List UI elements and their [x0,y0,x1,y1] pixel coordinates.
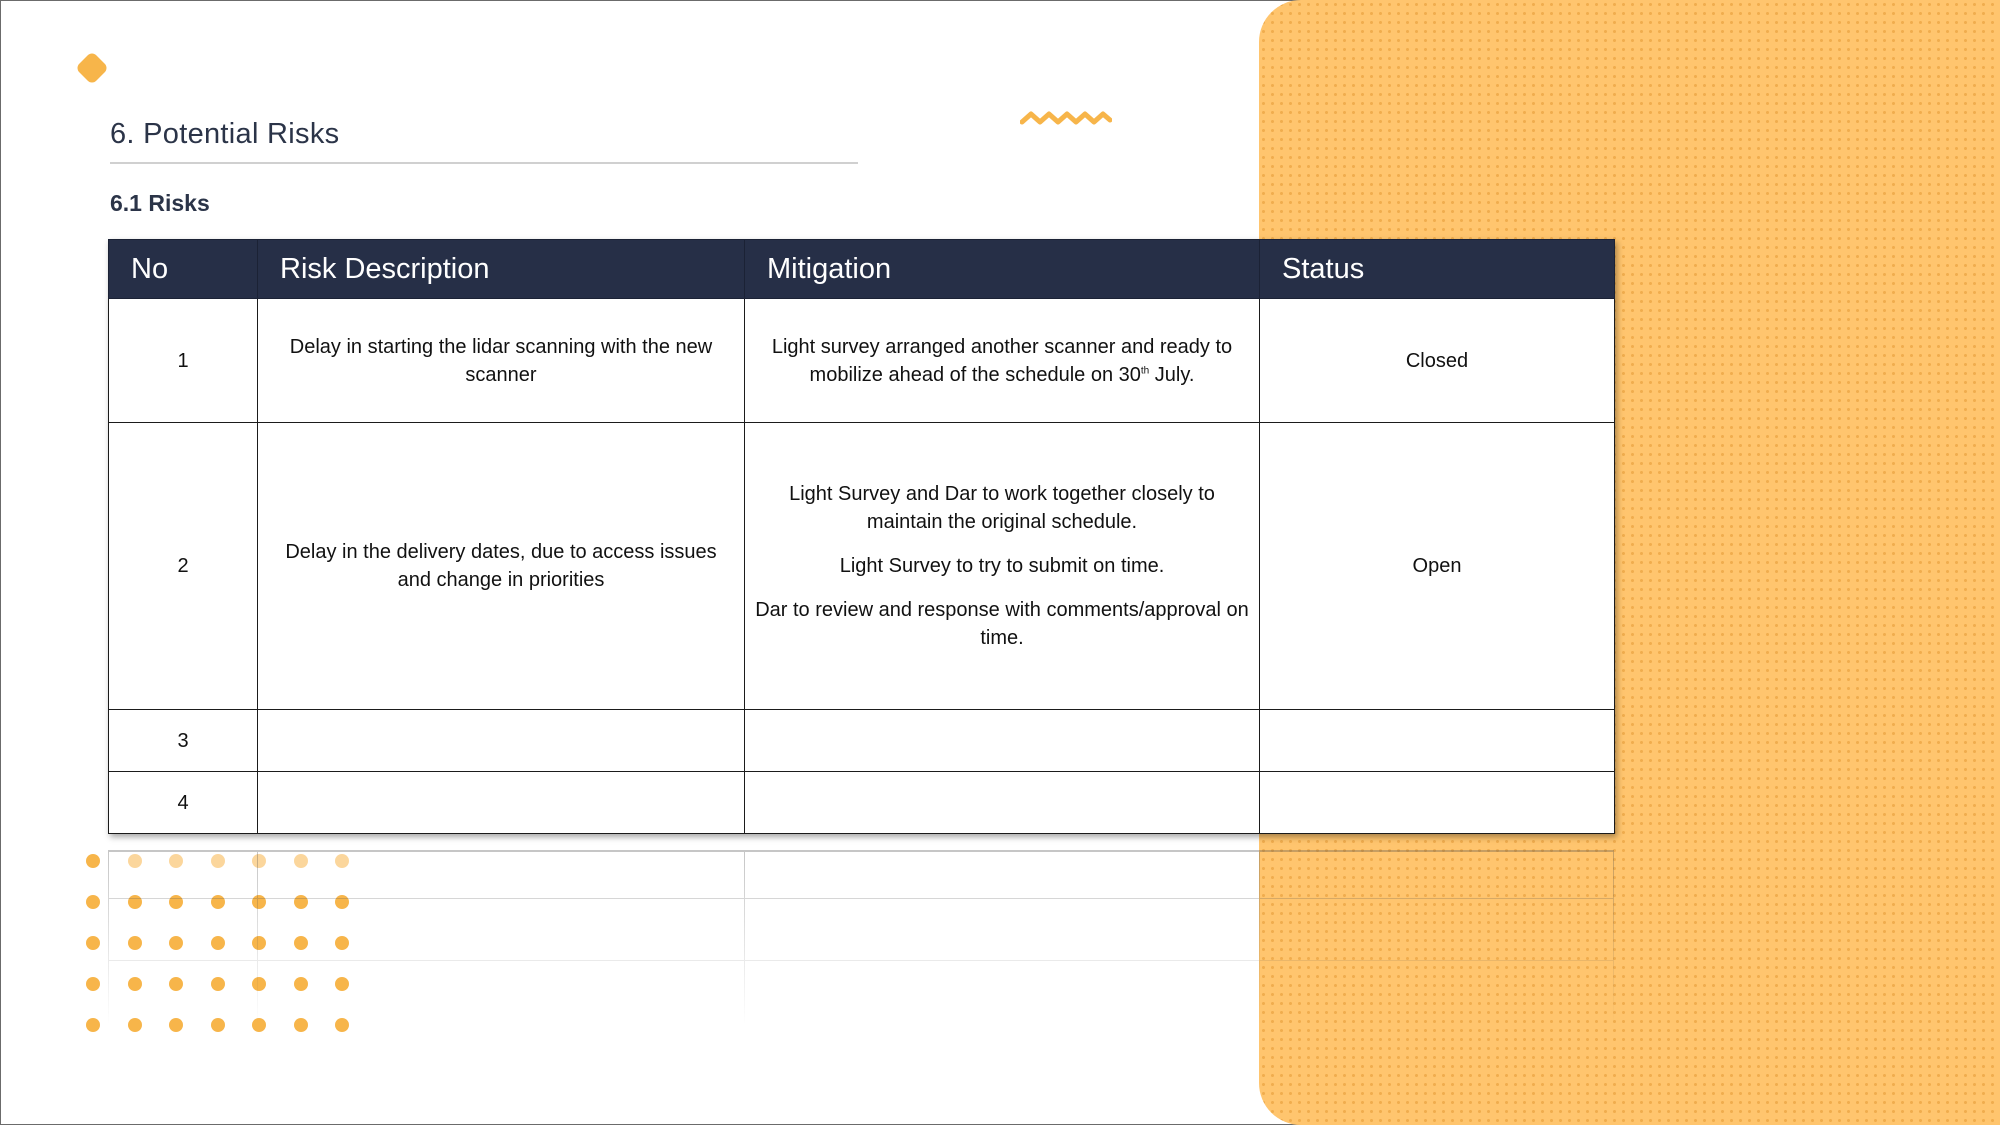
row-number: 1 [109,299,258,423]
table-reflection [108,850,1614,1025]
title-underline [110,162,858,164]
header-risk-description: Risk Description [258,240,745,299]
decor-dot [86,1018,100,1032]
row-number: 4 [109,772,258,834]
risk-description-cell: Delay in starting the lidar scanning with the new scanner [258,299,745,423]
status-cell [1260,772,1615,834]
table-row [109,299,1615,423]
row-number: 2 [109,423,258,710]
risk-description-cell: Delay in the delivery dates, due to access issues and change in priorities [258,423,745,710]
row-number: 3 [109,710,258,772]
header-no: No [109,240,258,299]
table-row [109,423,1615,710]
table-row [109,710,1615,772]
mitigation-text: Light survey arranged another scanner and ready to mobilize ahead of the schedule on 30 [771,335,1233,386]
decor-dot [86,936,100,950]
decor-dot [86,895,100,909]
header-status: Status [1260,240,1615,299]
page-title: 6. Potential Risks [110,118,340,150]
mitigation-paragraph: Dar to review and response with comments/approval on time. [755,599,1249,649]
mitigation-paragraph: Light Survey and Dar to work together closely to maintain the original schedule. [789,483,1215,533]
risk-description-cell [258,772,745,834]
status-cell [1260,710,1615,772]
risk-description-cell [258,710,745,772]
mitigation-cell [745,423,1260,710]
header-mitigation: Mitigation [745,240,1260,299]
status-cell: Closed [1260,299,1615,423]
mitigation-cell [745,299,1260,423]
mitigation-cell [745,710,1260,772]
section-subtitle: 6.1 Risks [110,190,210,216]
ordinal-suffix: th [1140,364,1150,376]
table-row [109,772,1615,834]
table-header-row [109,240,1615,299]
zigzag-icon [1020,110,1112,132]
status-cell: Open [1260,423,1615,710]
decor-dot [86,854,100,868]
mitigation-text-end: July. [1149,363,1195,386]
risk-table [108,239,1615,834]
decor-dot [86,977,100,991]
mitigation-cell [745,772,1260,834]
mitigation-paragraph: Light Survey to try to submit on time. [839,555,1165,577]
